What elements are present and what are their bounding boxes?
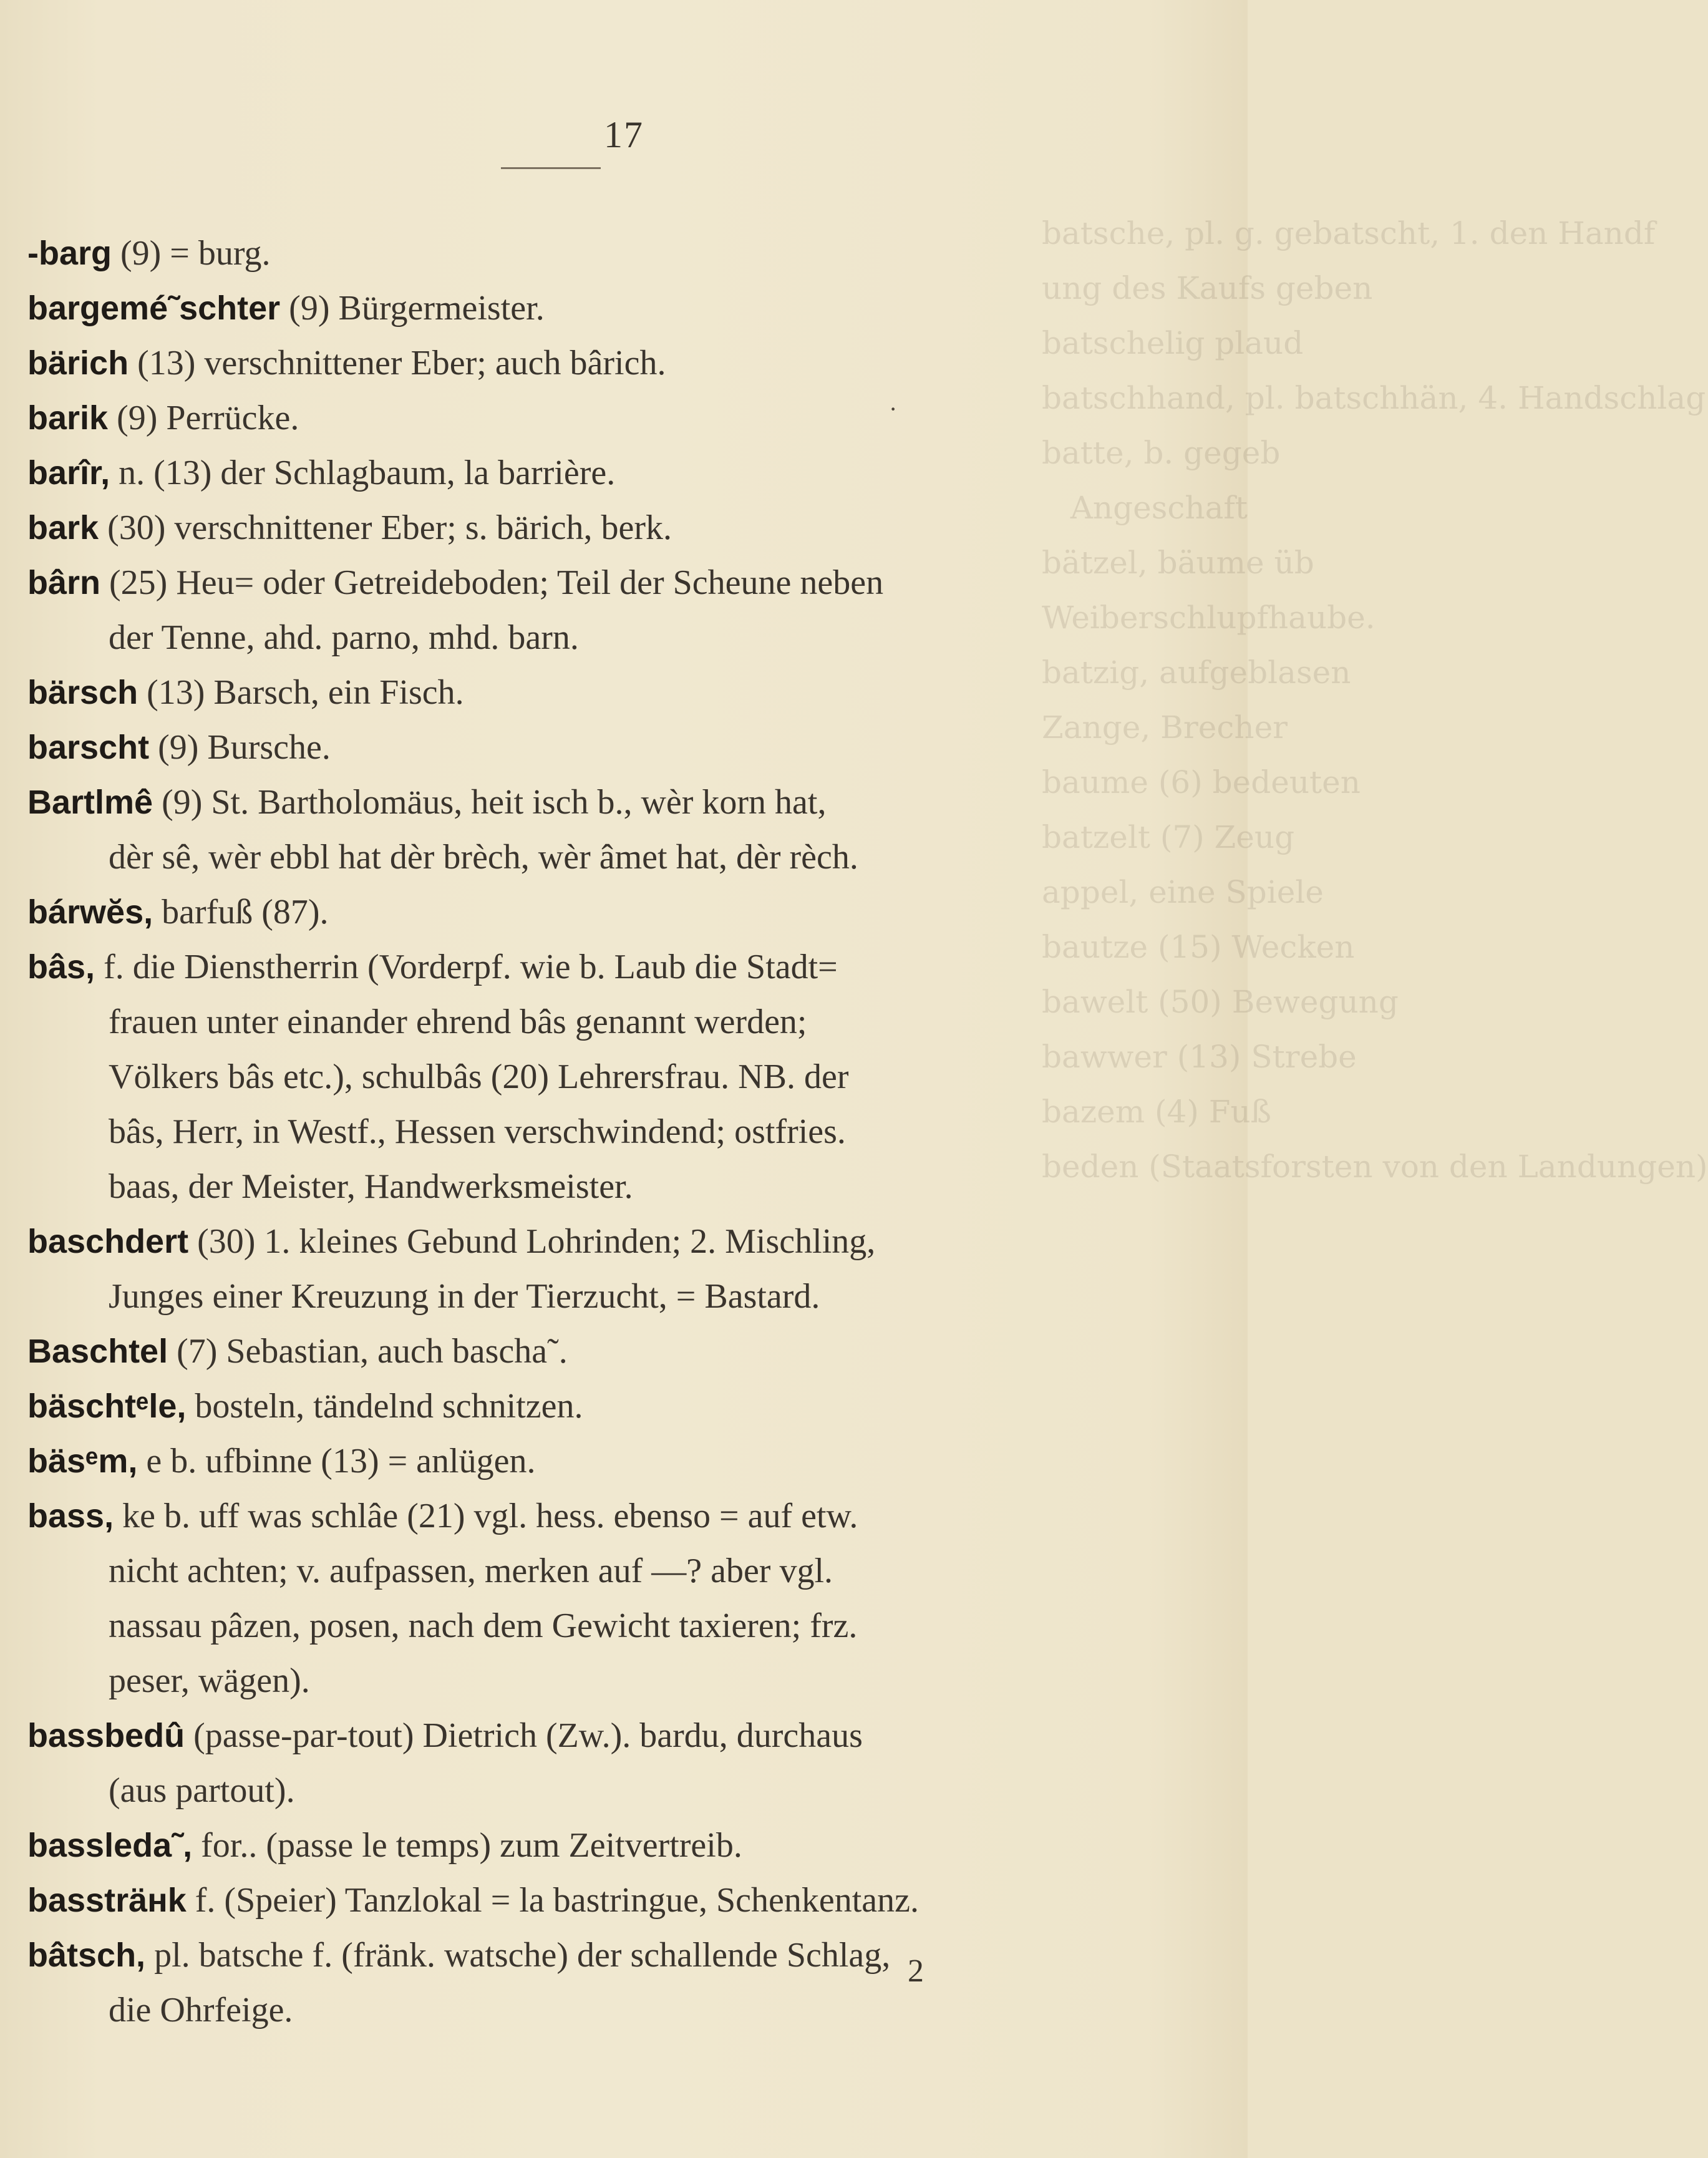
dictionary-entry-continuation <box>27 1983 1100 2038</box>
dictionary-entry-continuation <box>27 1104 1100 1159</box>
entry-headword: barscht <box>27 729 150 766</box>
entry-headword: bâs, <box>27 948 95 986</box>
entry-definition: for.. (passe le temps) zum Zeitvertreib. <box>201 1826 742 1865</box>
dictionary-entry <box>27 1818 1100 1873</box>
bleed-through-line: baume (6) bedeuten <box>1042 764 1361 800</box>
dictionary-entry <box>27 1379 1100 1434</box>
bleed-through-line: Angeschaft <box>1070 490 1248 526</box>
entry-definition: bosteln, tändelnd schnitzen. <box>195 1387 583 1426</box>
entry-definition: der Tenne, ahd. parno, mhd. barn. <box>109 618 579 657</box>
entry-definition: nicht achten; v. aufpassen, merken auf —? aber vgl. <box>109 1552 833 1590</box>
entry-headword: bäschtᵉle, <box>27 1388 187 1425</box>
entry-definition: (9) St. Bartholomäus, heit isch b., wèr korn hat, <box>162 783 827 822</box>
entry-definition: baas, der Meister, Handwerksmeister. <box>109 1167 633 1206</box>
dictionary-entry-continuation <box>27 1269 1100 1324</box>
dictionary-entry <box>27 885 1100 940</box>
bleed-through-line: Weiberschlupfhaube. <box>1042 600 1376 636</box>
entry-definition: nassau pâzen, posen, nach dem Gewicht taxieren; frz. <box>109 1606 858 1645</box>
entry-headword: -barg <box>27 235 112 272</box>
dictionary-entry-continuation <box>27 1763 1100 1818</box>
entry-definition: (13) verschnittener Eber; auch bârich. <box>137 344 666 382</box>
bleed-through-line: beden (Staatsforsten von den Landungen) <box>1042 1149 1708 1185</box>
entry-headword: bárwĕs, <box>27 893 153 931</box>
bleed-through-line: bautze (15) Wecken <box>1042 929 1355 965</box>
page-number-rule <box>501 167 601 169</box>
dictionary-entry-continuation <box>27 1598 1100 1653</box>
entry-definition: Junges einer Kreuzung in der Tierzucht, = Bastard. <box>109 1277 820 1316</box>
bleed-through-line: batschelig plaud <box>1042 325 1304 361</box>
entry-headword: bark <box>27 509 99 547</box>
entry-definition: peser, wägen). <box>109 1661 310 1700</box>
entry-definition: (9) Perrücke. <box>117 399 299 437</box>
bleed-through-line: ung des Kaufs geben <box>1042 270 1373 306</box>
entry-definition: dèr sê, wèr ebbl hat dèr brèch, wèr âmet hat, dèr rèch. <box>109 838 858 877</box>
entry-definition: barfuß (87). <box>162 893 329 931</box>
dictionary-entry <box>27 940 1100 994</box>
entry-definition: (25) Heu= oder Getreideboden; Teil der Scheune neben <box>109 563 884 602</box>
bleed-through-line: bawwer (13) Strebe <box>1042 1039 1357 1075</box>
entry-definition: (9) Bursche. <box>158 728 331 767</box>
bleed-through-line: batzig, aufgeblasen <box>1042 654 1351 691</box>
entry-headword: bassbedû <box>27 1717 185 1754</box>
entry-definition: (9) Bürgermeister. <box>289 289 545 328</box>
bleed-through-line: Zange, Brecher <box>1042 709 1288 746</box>
entry-definition: Völkers bâs etc.), schulbâs (20) Lehrersfrau. NB. der <box>109 1057 849 1096</box>
signature-mark: 2 <box>908 1953 924 1989</box>
dictionary-entry-continuation <box>27 994 1100 1049</box>
dictionary-entry <box>27 555 1100 610</box>
entry-headword: bass, <box>27 1497 114 1535</box>
entry-definition: (13) Barsch, ein Fisch. <box>147 673 464 712</box>
entry-headword: barîr, <box>27 454 110 492</box>
entry-definition: (aus partout). <box>109 1771 295 1810</box>
entry-definition: (7) Sebastian, auch bascha˜. <box>177 1332 568 1371</box>
entry-headword: bâtsch, <box>27 1937 146 1974</box>
dictionary-entry-continuation <box>27 610 1100 665</box>
dictionary-entry-continuation <box>27 1543 1100 1598</box>
entry-definition: n. (13) der Schlagbaum, la barrière. <box>119 454 616 492</box>
dictionary-entry <box>27 336 1100 391</box>
dictionary-entry <box>27 281 1100 336</box>
entry-headword: barik <box>27 399 109 437</box>
dictionary-entry <box>27 1928 1100 1983</box>
bleed-through-line: batsche, pl. g. gebatscht, 1. den Handf <box>1042 215 1656 251</box>
entry-headword: bassleda˜, <box>27 1827 193 1864</box>
entry-definition: pl. batsche f. (fränk. watsche) der schallende Schlag, <box>154 1936 891 1975</box>
entry-definition: (30) 1. kleines Gebund Lohrinden; 2. Mischling, <box>197 1222 876 1261</box>
dictionary-entry <box>27 1434 1100 1489</box>
bleed-through-line: batschhand, pl. batschhän, 4. Handschlag <box>1042 380 1706 416</box>
entry-headword: Bartlmê <box>27 784 153 821</box>
entry-headword: baschdert <box>27 1223 189 1260</box>
bleed-through-line: batzelt (7) Zeug <box>1042 819 1295 855</box>
entry-headword: Baschtel <box>27 1333 168 1370</box>
dictionary-entry-continuation <box>27 830 1100 885</box>
entry-definition: (passe-par-tout) Dietrich (Zw.). bardu, durchaus <box>193 1716 863 1755</box>
dictionary-entry <box>27 445 1100 500</box>
entry-definition: (30) verschnittener Eber; s. bärich, berk. <box>107 508 672 547</box>
entry-headword: bäsᵉm, <box>27 1442 138 1480</box>
bleed-through-line: bazem (4) Fuß <box>1042 1094 1272 1130</box>
dictionary-entry <box>27 665 1100 720</box>
entry-definition: die Ohrfeige. <box>109 1991 293 2029</box>
dictionary-entry <box>27 720 1100 775</box>
dictionary-entry <box>27 1214 1100 1269</box>
dictionary-entry <box>27 775 1100 830</box>
dictionary-entry <box>27 226 1100 281</box>
entry-definition: frauen unter einander ehrend bâs genannt werden; <box>109 1003 807 1041</box>
bleed-through-line: bawelt (50) Bewegung <box>1042 984 1399 1020</box>
dictionary-entry <box>27 391 1100 445</box>
dictionary-entry <box>27 1324 1100 1379</box>
dictionary-entry <box>27 1873 1100 1928</box>
entry-definition: ke b. uff was schlâe (21) vgl. hess. ebenso = auf etw. <box>122 1497 858 1535</box>
page-number: 17 <box>604 114 644 155</box>
dictionary-entry-continuation <box>27 1653 1100 1708</box>
dictionary-entry <box>27 500 1100 555</box>
dictionary-entry-continuation <box>27 1049 1100 1104</box>
entry-definition: e b. ufbinne (13) = anlügen. <box>146 1442 536 1480</box>
dictionary-entry <box>27 1489 1100 1543</box>
dictionary-entry-continuation <box>27 1159 1100 1214</box>
entry-headword: bassträнk <box>27 1882 187 1919</box>
dictionary-entry <box>27 1708 1100 1763</box>
print-speck: · <box>889 395 898 423</box>
entry-definition: f. die Dienstherrin (Vorderpf. wie b. Laub die Stadt= <box>104 948 838 986</box>
entry-definition: bâs, Herr, in Westf., Hessen verschwindend; ostfries. <box>109 1112 846 1151</box>
entry-headword: bârn <box>27 564 101 601</box>
entry-definition: f. (Speier) Tanzlokal = la bastringue, Schenkentanz. <box>195 1881 919 1920</box>
entry-headword: bärich <box>27 344 129 382</box>
entry-headword: bärsch <box>27 674 138 711</box>
entry-definition: (9) = burg. <box>120 234 271 273</box>
bleed-through-line: batte, b. gegeb <box>1042 435 1281 471</box>
bleed-through-line: bätzel, bäume üb <box>1042 545 1314 581</box>
bleed-through-line: appel, eine Spiele <box>1042 874 1324 910</box>
dictionary-entries <box>27 226 1100 2038</box>
entry-headword: bargemé˜schter <box>27 289 281 327</box>
